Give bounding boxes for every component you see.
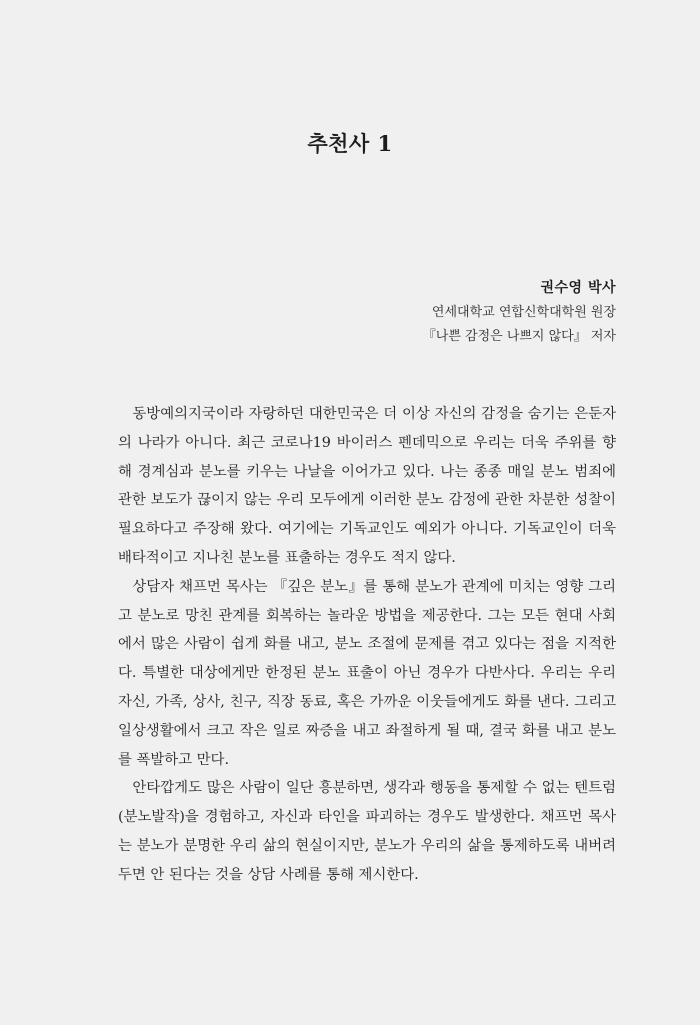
- paragraph: 상담자 채프먼 목사는 『깊은 분노』를 통해 분노가 관계에 미치는 영향 그리고 분노로 망친 관계를 회복하는 놀라운 방법을 제공한다. 그는 모든 현대 사회에서 많은 사람이 쉽게 화를 내고, 분노 조절에 문제를 겪고 있다는 점을 지적한다. 특별한 대상에게만 한정된 분노 표출이 아닌 경우가 다반사다. 우리는 우리 자신, 가족, 상사, 친구, 직장 동료, 혹은 가까운 이웃들에게도 화를 낸다. 그리고 일상생활에서 크고 작은 일로 짜증을 내고 좌절하게 될 때, 결국 화를 내고 분노를 폭발하고 만다.: [118, 578, 616, 768]
- body-text: [118, 400, 616, 890]
- author-book: 『나쁜 감정은 나쁘지 않다』 저자: [422, 329, 616, 344]
- paragraph: 동방예의지국이라 자랑하던 대한민국은 더 이상 자신의 감정을 숨기는 은둔자의 나라가 아니다. 최근 코로나19 바이러스 펜데믹으로 우리는 더욱 주위를 향해 경계심과 분노를 키우는 나날을 이어가고 있다. 나는 종종 매일 분노 범죄에 관한 보도가 끊이지 않는 우리 모두에게 이러한 분노 감정에 관한 차분한 성찰이 필요하다고 주장해 왔다. 여기에는 기독교인도 예외가 아니다. 기독교인이 더욱 배타적이고 지나친 분노를 표출하는 경우도 적지 않다.: [118, 406, 616, 566]
- page-title: 추천사 1: [307, 131, 393, 156]
- author-position: 연세대학교 연합신학대학원 원장: [431, 304, 616, 320]
- byline: [423, 276, 616, 350]
- author-name: 권수영 박사: [540, 280, 616, 296]
- paragraph: 안타깝게도 많은 사람이 일단 흥분하면, 생각과 행동을 통제할 수 없는 텐트럼(분노발작)을 경험하고, 자신과 타인을 파괴하는 경우도 발생한다. 채프먼 목사는 분노가 분명한 우리 삶의 현실이지만, 분노가 우리의 삶을 통제하도록 내버려 두면 안 된다는 것을 상담 사례를 통해 제시한다.: [118, 780, 616, 883]
